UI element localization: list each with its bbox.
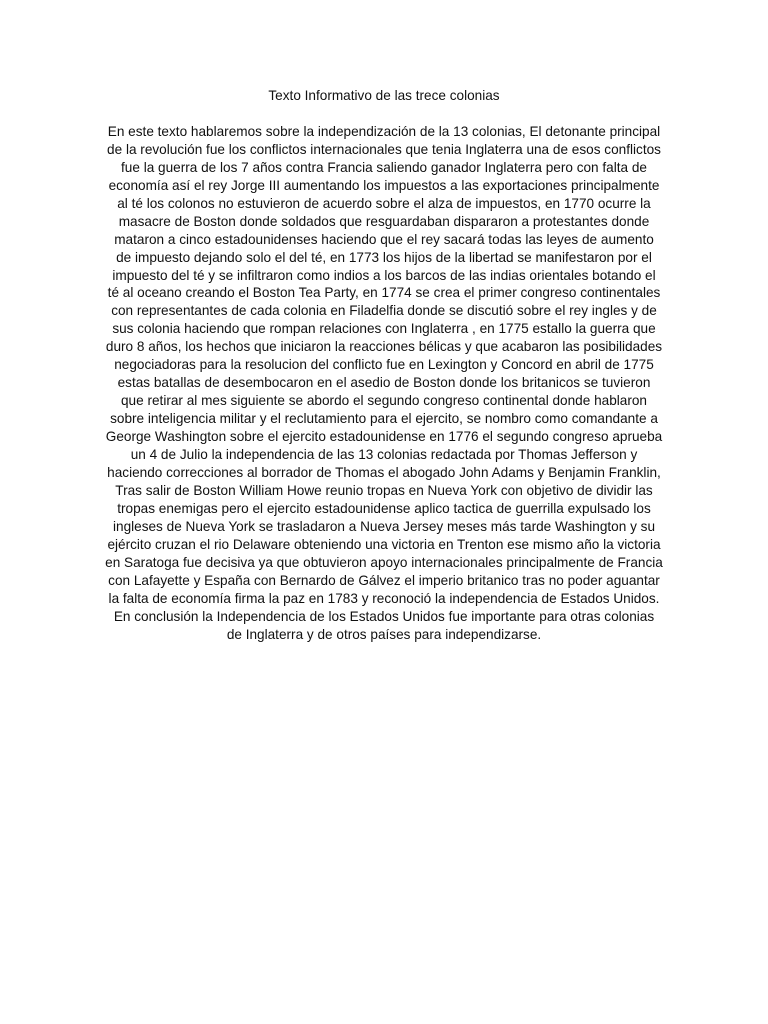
document-title: Texto Informativo de las trece colonias <box>268 88 500 103</box>
paragraph-line: economía así el rey Jorge III aumentando los impuestos a las exportaciones principalmente <box>108 177 660 193</box>
paragraph-line: en Saratoga fue decisiva ya que obtuvieron apoyo internacionales principalmente de Francia <box>105 554 663 570</box>
document-paragraph <box>88 123 680 644</box>
paragraph-line: con Lafayette y España con Bernardo de Gálvez el imperio britanico tras no poder aguantar <box>108 572 660 588</box>
paragraph-line: de la revolución fue los conflictos internacionales que tenia Inglaterra una de esos conflictos <box>107 141 661 157</box>
paragraph-line: En este texto hablaremos sobre la independización de la 13 colonias, El detonante principal <box>107 123 661 139</box>
paragraph-line: haciendo correcciones al borrador de Thomas el abogado John Adams y Benjamin Franklin, <box>107 465 661 480</box>
paragraph-line: George Washington sobre el ejercito estadounidense en 1776 el segundo congreso aprueba <box>105 429 663 445</box>
paragraph-line: de Inglaterra y de otros países para independizarse. <box>226 626 542 642</box>
paragraph-line: sus colonia haciendo que rompan relaciones con Inglaterra , en 1775 estallo la guerra que <box>112 321 656 337</box>
paragraph-line: de impuesto dejando solo el del té, en 1773 los hijos de la libertad se manifestaron por el <box>116 249 652 265</box>
paragraph-line: negociadoras para la resolucion del conflicto fue en Lexington y Concord en abril de 1775 <box>114 357 654 373</box>
paragraph-line: fue la guerra de los 7 años contra Francia saliendo ganador Inglaterra pero con falta de <box>121 159 647 175</box>
paragraph-line: un 4 de Julio la independencia de las 13 colonias redactada por Thomas Jefferson y <box>130 447 638 463</box>
paragraph-line: té al oceano creando el Boston Tea Party, en 1774 se crea el primer congreso continentales <box>107 285 661 301</box>
document-body <box>88 87 680 644</box>
paragraph-line: mataron a cinco estadounidenses haciendo que el rey sacará todas las leyes de aumento <box>114 231 654 247</box>
paragraph-line: tropas enemigas pero el ejercito estadounidense aplico tactica de guerrilla expulsado los <box>117 500 651 516</box>
paragraph-line: En conclusión la Independencia de los Estados Unidos fue importante para otras colonias <box>113 608 655 624</box>
paragraph-line: masacre de Boston donde soldados que resguardaban dispararon a protestantes donde <box>118 213 650 229</box>
title-spacer <box>88 105 680 123</box>
paragraph-line: estas batallas de desembocaron en el asedio de Boston donde los britanicos se tuvieron <box>117 375 651 391</box>
paragraph-line: Tras salir de Boston William Howe reunio tropas en Nueva York con objetivo de dividir las <box>115 482 653 498</box>
paragraph-line: que retirar al mes siguiente se abordo el segundo congreso continental donde hablaron <box>121 393 647 409</box>
paragraph-line: la falta de economía firma la paz en 1783 y reconoció la independencia de Estados Unidos. <box>108 590 660 606</box>
paragraph-line: impuesto del té y se infiltraron como indios a los barcos de las indias orientales botando el <box>112 267 656 283</box>
paragraph-line: con representantes de cada colonia en Filadelfia donde se discutió sobre el rey ingles y de <box>111 303 657 319</box>
paragraph-line: ejército cruzan el rio Delaware obteniendo una victoria en Trenton ese mismo año la victoria <box>107 536 661 552</box>
paragraph-line: sobre inteligencia militar y el reclutamiento para el ejercito, se nombro como comandante a <box>110 411 658 427</box>
paragraph-line: al té los colonos no estuvieron de acuerdo sobre el alza de impuestos, en 1770 ocurre la <box>117 195 651 211</box>
paragraph-line: duro 8 años, los hechos que iniciaron la reacciones bélicas y que acabaron las posibilidades <box>105 339 663 355</box>
paragraph-line: ingleses de Nueva York se trasladaron a Nueva Jersey meses más tarde Washington y su <box>112 518 656 534</box>
